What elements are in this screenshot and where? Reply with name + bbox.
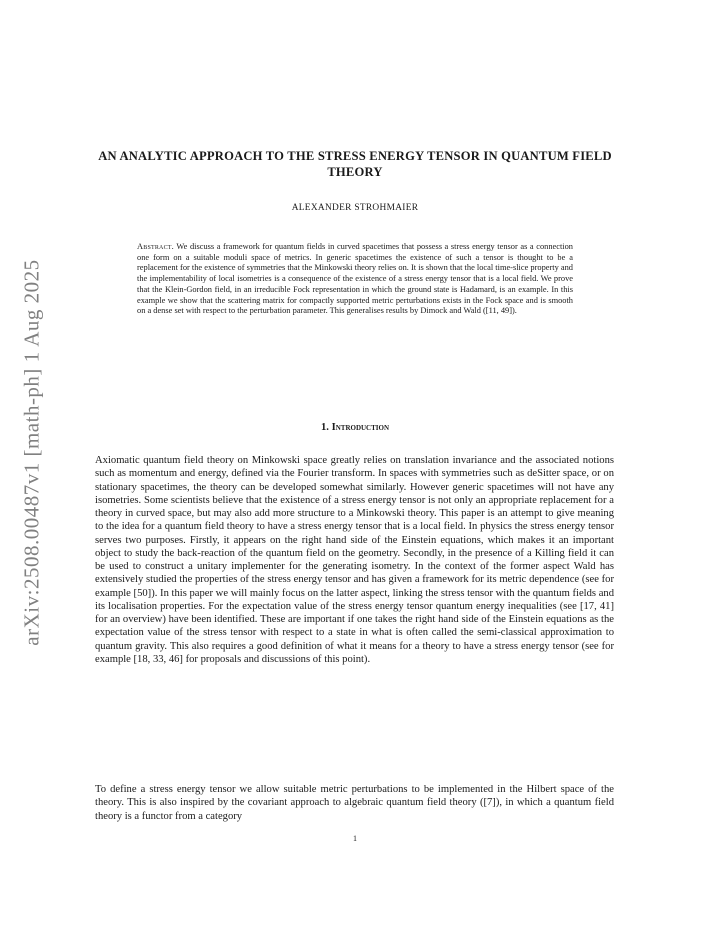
section-heading <box>95 422 615 433</box>
arxiv-identifier-text: arXiv:2508.00487v1 [math-ph] 1 Aug 2025 <box>19 259 44 646</box>
section-title: Introduction <box>331 422 389 433</box>
body-paragraph-1: Axiomatic quantum field theory on Minkowski space greatly relies on translation invariance and the associated notions such as momentum and energy, defined via the Fourier transform. In spaces with symmetries such as deSitter space, or on stationary spacetimes, the theory can be developed somewhat similarly. However generic spacetimes will not have any isometries. Some scientists believe that the existence of a stress energy tensor is not only an appropriate replacement for a theory in curved space, but may also add more structure to a Minkowski theory. This paper is an attempt to give meaning to the idea for a quantum field theory to have a stress energy tensor that is a local field. In physics the stress energy tensor serves two purposes. Firstly, it appears on the right hand side of the Einstein equations, which makes it an important object to study the back-reaction of the quantum field on the geometry. Secondly, in the presence of a Killing field it can be used to construct a unitary implementer for the generating isometry. In the context of the former aspect Wald has extensively studied the properties of the stress energy tensor and has given a framework for its metric dependence (see for example [50]). In this paper we will mainly focus on the latter aspect, linking the stress tensor with the quantum fields and its localisation properties. For the expectation value of the stress energy tensor quantum energy inequalities (see [17, 41] for an overview) have been identified. These are important if one takes the right hand side of the Einstein equations as the expectation value of the stress tensor with respect to a state in what is often called the semi-classical approximation to quantum gravity. This also requires a good definition of what it means for a theory to have a stress energy tensor (see for example [18, 33, 46] for proposals and discussions of this point). <box>95 455 614 665</box>
body-paragraph-2: To define a stress energy tensor we allow suitable metric perturbations to be implemented in the Hilbert space of the theory. This is also inspired by the covariant approach to algebraic quantum field theory ([7]), in which a quantum field theory is a functor from a category <box>95 784 614 822</box>
author-name: ALEXANDER STROHMAIER <box>291 203 419 213</box>
arxiv-identifier-stamp <box>2 255 62 650</box>
abstract-label: Abstract. <box>137 242 174 251</box>
paper-title: AN ANALYTIC APPROACH TO THE STRESS ENERGY TENSOR IN QUANTUM FIELD THEORY <box>98 149 612 179</box>
abstract <box>137 242 573 317</box>
page-number: 1 <box>353 834 357 843</box>
abstract-text: We discuss a framework for quantum fields in curved spacetimes that possess a stress energy tensor as a connection one form on a suitable moduli space of metrics. In generic spacetimes the existence of such a tensor is thought to be a replacement for the existence of symmetries that the Minkowski theory relies on. It is shown that the local time-slice property and the implementability of local isometries is a consequence of the existence of a stress energy tensor that is a local field. We prove that the Klein-Gordon field, in an irreducible Fock representation in which the ground state is Hadamard, is an example. In this example we show that the scattering matrix for compactly supported metric perturbations exists in the Fock space and is smooth on a dense set with respect to the perturbation parameter. This generalises results by Dimock and Wald ([11, 49]). <box>137 242 573 316</box>
section-number: 1. <box>320 422 329 433</box>
